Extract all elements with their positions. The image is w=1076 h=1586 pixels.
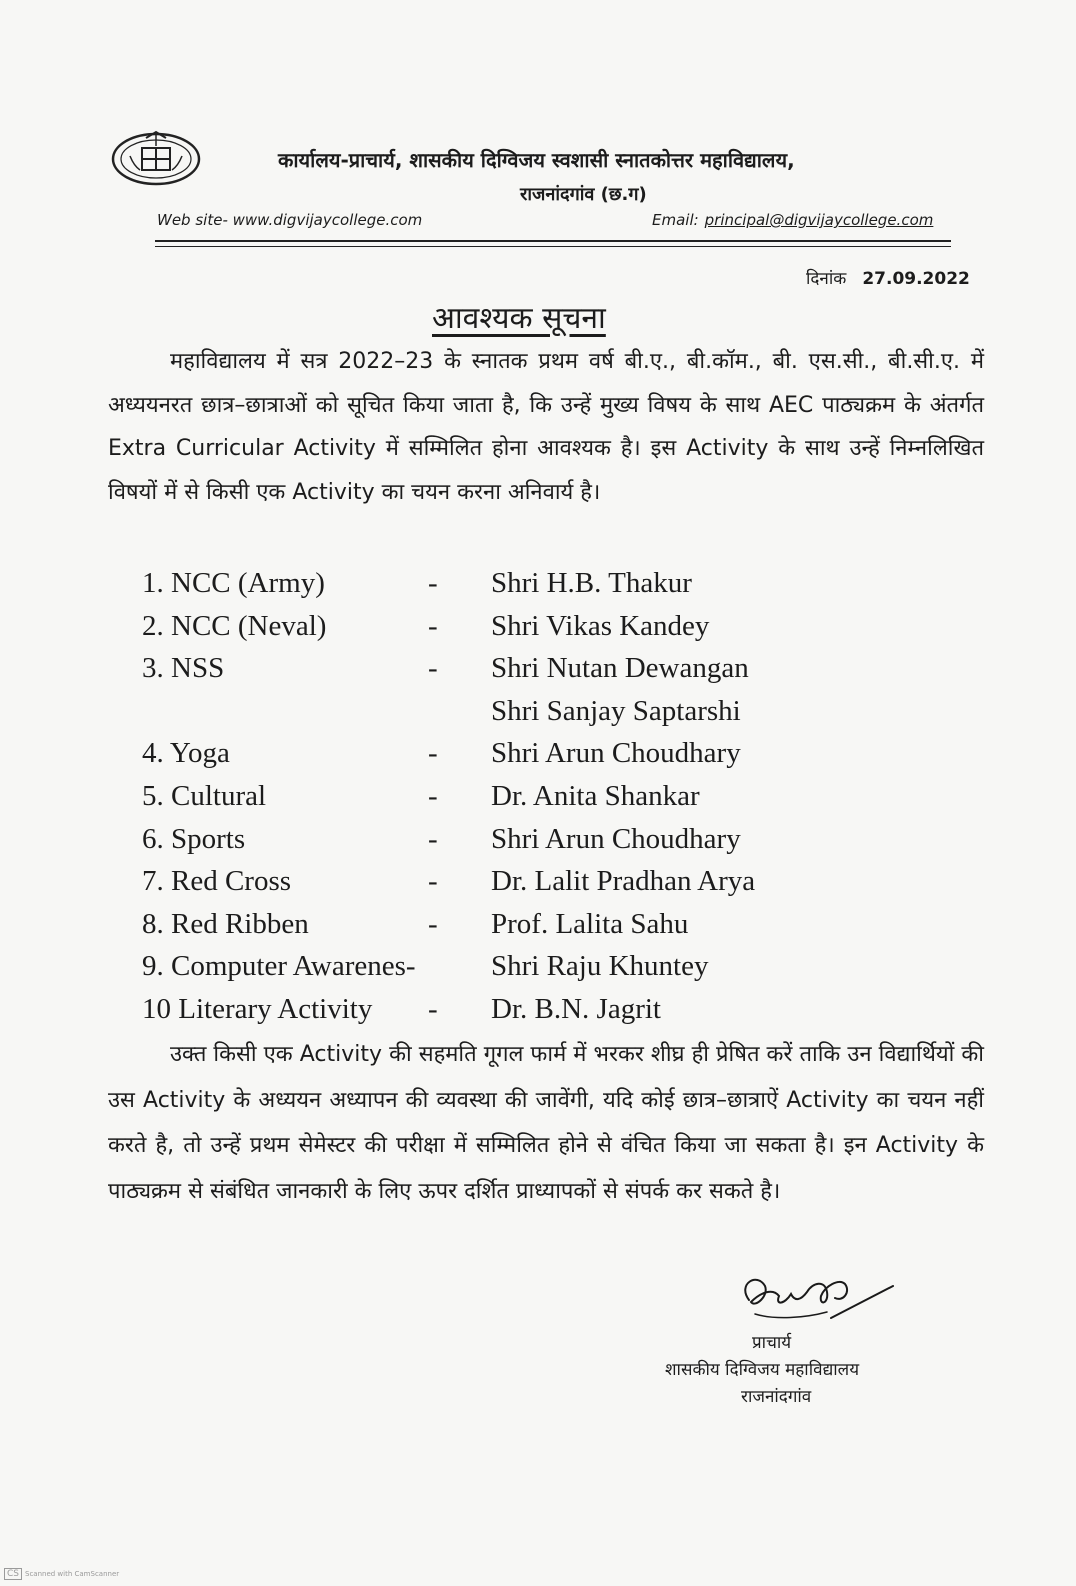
scanner-watermark: [4, 1568, 119, 1580]
activity-separator: -: [428, 567, 438, 599]
activity-in-charge: Shri Sanjay Saptarshi: [491, 694, 741, 727]
date-line: [806, 266, 970, 289]
signatory-title: प्राचार्य: [752, 1333, 792, 1353]
activity-separator: -: [428, 865, 438, 898]
email-address: principal@digvijaycollege.com: [704, 211, 934, 229]
header-divider-thin: [155, 246, 951, 247]
activity-name: 6. Sports: [142, 822, 246, 855]
activity-name: 2. NCC (Neval): [142, 609, 327, 642]
intro-paragraph: महाविद्यालय में सत्र 2022–23 के स्नातक प्रथम वर्ष बी.ए., बी.कॉम., बी. एस.सी., बी.सी.ए. में अध्ययनरत छात्र–छात्राओं को सूचित किया जाता है, कि उन्हें मुख्य विषय के साथ AEC पाठ्यक्रम के अंतर्गत Extra Curricular Activity में सम्मिलित होना आवश्यक है। इस Activity के साथ उन्हें निम्नलिखित विषयों में से किसी एक Activity का चयन करना अनिवार्य है।: [108, 349, 984, 505]
signatory-city: राजनांदगांव: [741, 1387, 812, 1407]
activity-row: [142, 690, 902, 733]
activity-row: [142, 562, 902, 605]
activity-row: [142, 605, 902, 648]
activity-name: 4. Yoga: [142, 737, 230, 770]
notice-heading: आवश्यक सूचना: [432, 301, 606, 336]
activity-in-charge: Dr. B.N. Jagrit: [491, 992, 661, 1025]
activity-in-charge: Shri Arun Choudhary: [491, 822, 741, 855]
scanner-text: Scanned with CamScanner: [25, 1570, 120, 1578]
activity-separator: -: [428, 652, 438, 685]
activity-row: [142, 988, 902, 1031]
activity-row: [142, 732, 902, 775]
activity-row: [142, 903, 902, 946]
activity-separator: -: [428, 779, 438, 812]
activity-in-charge: Dr. Anita Shankar: [491, 779, 700, 812]
activity-name: 1. NCC (Army): [142, 567, 325, 599]
activity-separator: -: [428, 737, 438, 770]
closing-paragraph: उक्त किसी एक Activity की सहमति गूगल फार्म में भरकर शीघ्र ही प्रेषित करें ताकि उन विद्यार्थियों की उस Activity के अध्ययन अध्यापन की व्यवस्था की जावेंगी, यदि कोई छात्र–छात्राऐं Activity का चयन नहीं करते है, तो उन्हें प्रथम सेमेस्टर की परीक्षा में सम्मिलित होने से वंचित किया जा सकता है। इन Activity के पाठ्यक्रम से संबंधित जानकारी के लिए ऊपर दर्शित प्राध्यापकों से संपर्क कर सकते है।: [108, 1042, 984, 1204]
activity-name: 5. Cultural: [142, 779, 267, 812]
header-divider: [155, 240, 951, 242]
activity-separator: -: [428, 609, 438, 642]
activity-name: 8. Red Ribben: [142, 907, 309, 940]
activity-in-charge: Prof. Lalita Sahu: [491, 907, 689, 940]
activity-separator: -: [428, 992, 438, 1025]
activity-in-charge: Shri Raju Khuntey: [491, 950, 709, 983]
scanner-badge: CS: [4, 1568, 22, 1580]
college-emblem-icon: [110, 126, 202, 188]
email-label: Email:: [652, 211, 699, 229]
activity-in-charge: Shri Arun Choudhary: [491, 737, 741, 770]
office-city: राजनांदगांव (छ.ग): [520, 184, 647, 205]
activity-row: [142, 860, 902, 903]
activity-in-charge: Shri Nutan Dewangan: [491, 652, 749, 685]
activity-name: 3. NSS: [142, 652, 225, 685]
website-text: Web site- www.digvijaycollege.com: [157, 211, 423, 229]
activity-name: 7. Red Cross: [142, 865, 292, 898]
activity-separator: -: [428, 907, 438, 940]
activity-list: [142, 562, 902, 1031]
activity-in-charge: Shri Vikas Kandey: [491, 609, 710, 642]
activity-separator: -: [428, 822, 438, 855]
date-label: दिनांक: [806, 269, 847, 289]
activity-in-charge: Shri H.B. Thakur: [491, 567, 692, 599]
activity-row: [142, 647, 902, 690]
email-block: [652, 211, 933, 229]
signatory-college: शासकीय दिग्विजय महाविद्यालय: [665, 1360, 860, 1380]
activity-name: 10 Literary Activity: [142, 992, 373, 1025]
date-value: 27.09.2022: [862, 269, 970, 289]
activity-row: [142, 775, 902, 818]
activity-row: [142, 945, 902, 988]
activity-in-charge: Dr. Lalit Pradhan Arya: [491, 865, 756, 898]
activity-name: 9. Computer Awarenes-: [142, 950, 416, 983]
activity-row: [142, 818, 902, 861]
office-title: कार्यालय-प्राचार्य, शासकीय दिग्विजय स्वशासी स्नातकोत्तर महाविद्यालय,: [278, 148, 795, 172]
